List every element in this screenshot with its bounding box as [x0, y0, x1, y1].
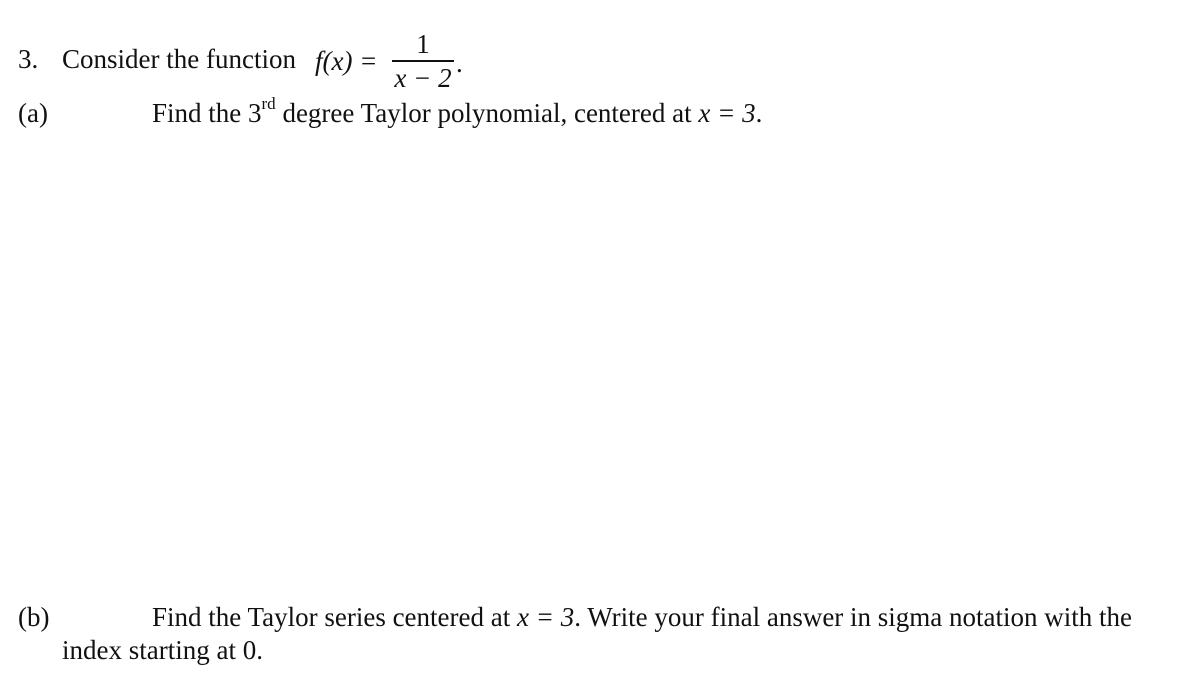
- part-b-text-after: . Write your final answer in sigma notation with the: [574, 602, 1133, 632]
- part-a-end: .: [755, 98, 763, 128]
- part-b-text: [152, 602, 1132, 633]
- part-b-text-before: Find the Taylor series centered at: [152, 602, 517, 632]
- function-period: .: [456, 48, 463, 78]
- fraction-bar: [392, 60, 454, 62]
- part-a-text-after: degree Taylor polynomial, centered at: [275, 98, 699, 128]
- part-a-label: (a): [18, 98, 48, 128]
- part-b-label: (b): [18, 602, 50, 632]
- function-fraction: [392, 30, 454, 92]
- problem-intro: Consider the function: [62, 44, 296, 74]
- part-a-math: x = 3: [698, 98, 756, 128]
- problem-number: 3.: [18, 44, 39, 74]
- function-lhs: f(x) =: [315, 46, 378, 76]
- part-a-text: [152, 94, 763, 129]
- part-b-math: x = 3: [517, 602, 575, 632]
- part-a-superscript: rd: [261, 94, 276, 113]
- part-a-text-before: Find the 3: [152, 98, 262, 128]
- part-b-line2: index starting at 0.: [62, 635, 263, 665]
- fraction-denominator: x − 2: [394, 63, 452, 93]
- fraction-numerator: 1: [416, 29, 430, 59]
